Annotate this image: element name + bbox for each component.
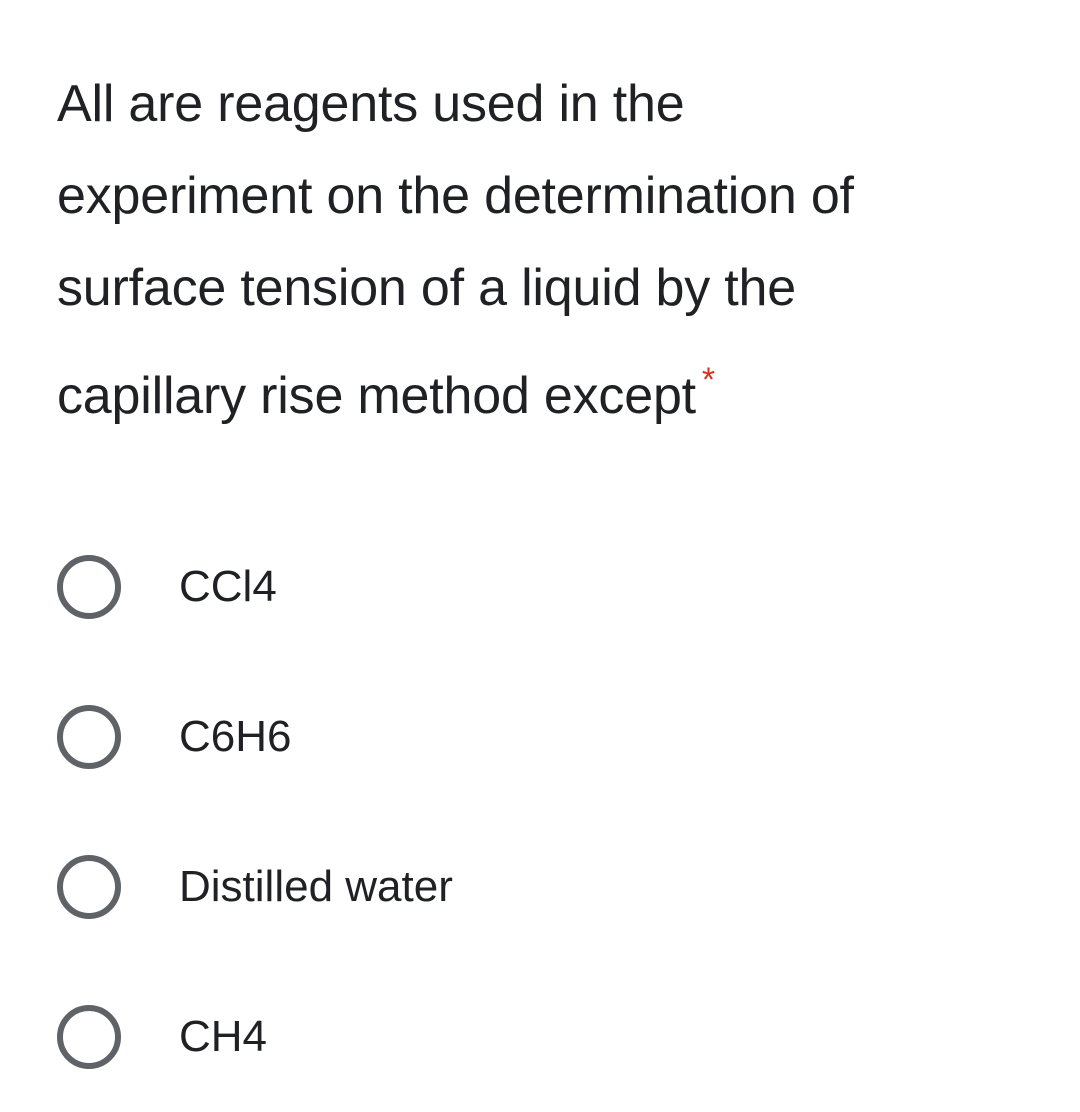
option-label: CH4: [179, 1012, 268, 1061]
question-line-4: capillary rise method except: [57, 367, 696, 425]
question-line-4-wrapper: [57, 334, 1067, 426]
option-c6h6[interactable]: [57, 662, 957, 812]
option-label: CCl4: [179, 562, 277, 611]
option-label: C6H6: [179, 712, 292, 761]
option-ch4[interactable]: [57, 962, 957, 1112]
options-radio-group: [57, 512, 957, 1112]
option-distilled-water[interactable]: [57, 812, 957, 962]
question-line-2: experiment on the determination of: [57, 167, 854, 225]
question-line-1: All are reagents used in the: [57, 75, 685, 133]
required-asterisk: *: [701, 361, 715, 399]
question-title: [57, 58, 1067, 426]
radio-unchecked-icon[interactable]: [57, 1005, 121, 1069]
radio-unchecked-icon[interactable]: [57, 705, 121, 769]
option-label: Distilled water: [179, 862, 453, 911]
radio-unchecked-icon[interactable]: [57, 855, 121, 919]
question-line-3: surface tension of a liquid by the: [57, 259, 796, 317]
option-ccl4[interactable]: [57, 512, 957, 662]
radio-unchecked-icon[interactable]: [57, 555, 121, 619]
